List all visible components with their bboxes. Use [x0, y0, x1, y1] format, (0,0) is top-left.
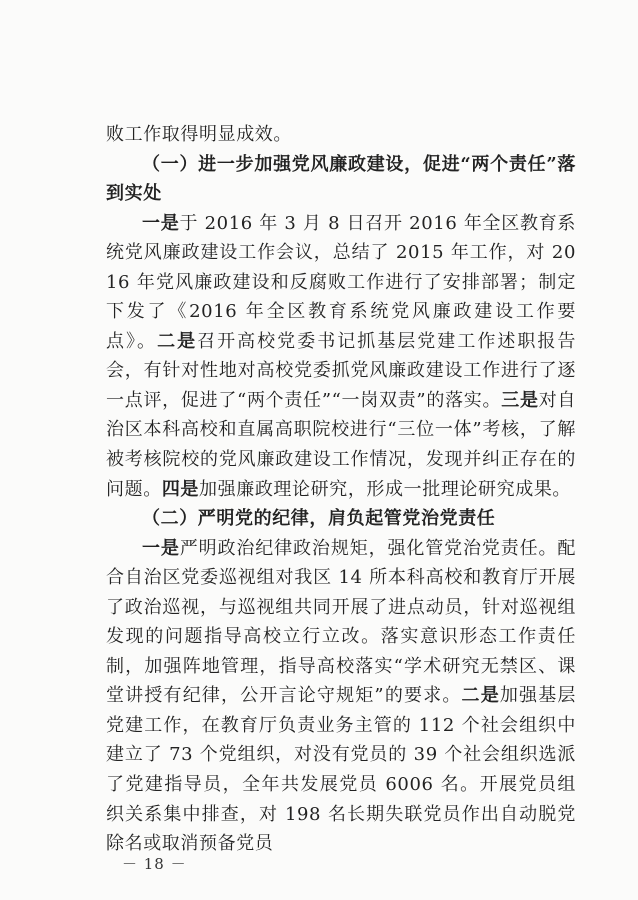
paragraph-text: 于 2016 年 3 月 8 日召开 2016 年全区教育系统党风廉政建设工作会议，总结了 2015 年工作，对 2016 年党风廉政建设和反腐败工作进行了安排部署；制定下发了《2016 年全区教育系统党风廉政建设工作要点》。 [106, 212, 577, 352]
paragraph-lead: （二）严明党的纪律，肩负起管党治党责任 [142, 508, 496, 530]
paragraph-lead: 三是 [501, 389, 539, 411]
paragraph-lead: 一是 [142, 537, 180, 559]
page-number: － 18 － [122, 855, 187, 873]
paragraph-lead: 四是 [161, 478, 200, 500]
body-paragraph [106, 209, 576, 504]
paragraph-text: 加强基层党建工作，在教育厅负责业务主管的 112 个社会组织中建立了 73 个党组织，对没有党员的 39 个社会组织选派了党建指导员，全年共发展党员 6006 名。开展党员组织关系集中排查，对 198 名长期失联党员作出自动脱党除名或取消预备党员 [106, 685, 576, 855]
paragraph-text: 败工作取得明显成效。 [106, 124, 292, 145]
section-heading [106, 504, 576, 534]
paragraph-lead: 一是 [142, 212, 180, 234]
paragraph-text: 加强廉政理论研究，形成一批理论研究成果。 [199, 478, 572, 500]
section-heading [106, 150, 576, 209]
body-paragraph [106, 534, 576, 859]
paragraph-text: 严明政治纪律政治规矩，强化管党治党责任。配合自治区党委巡视组对我区 14 所本科高校和教育厅开展了政治巡视，与巡视组共同开展了进点动员，针对巡视组发现的问题指导高校立行立改。落实意识形态工作责任制，加强阵地管理，指导高校落实“学术研究无禁区、课堂讲授有纪律，公开言论守规矩”的要求。 [106, 537, 576, 707]
paragraph-text: 对自治区本科高校和直属高职院校进行“三位一体”考核，了解被考核院校的党风廉政建设工作情况，发现并纠正存在的问题。 [106, 389, 577, 500]
paragraph-lead: （一）进一步加强党风廉政建设，促进“两个责任”落到实处 [106, 153, 576, 205]
paragraph-text: 召开高校党委书记抓基层党建工作述职报告会，有针对性地对高校党委抓党风廉政建设工作进行了逐一点评，促进了“两个责任”“一岗双责”的落实。 [106, 330, 577, 411]
paragraph-lead: 二是 [461, 685, 500, 707]
body-paragraph [106, 120, 576, 150]
document-body [106, 120, 576, 859]
paragraph-lead: 二是 [157, 330, 198, 352]
